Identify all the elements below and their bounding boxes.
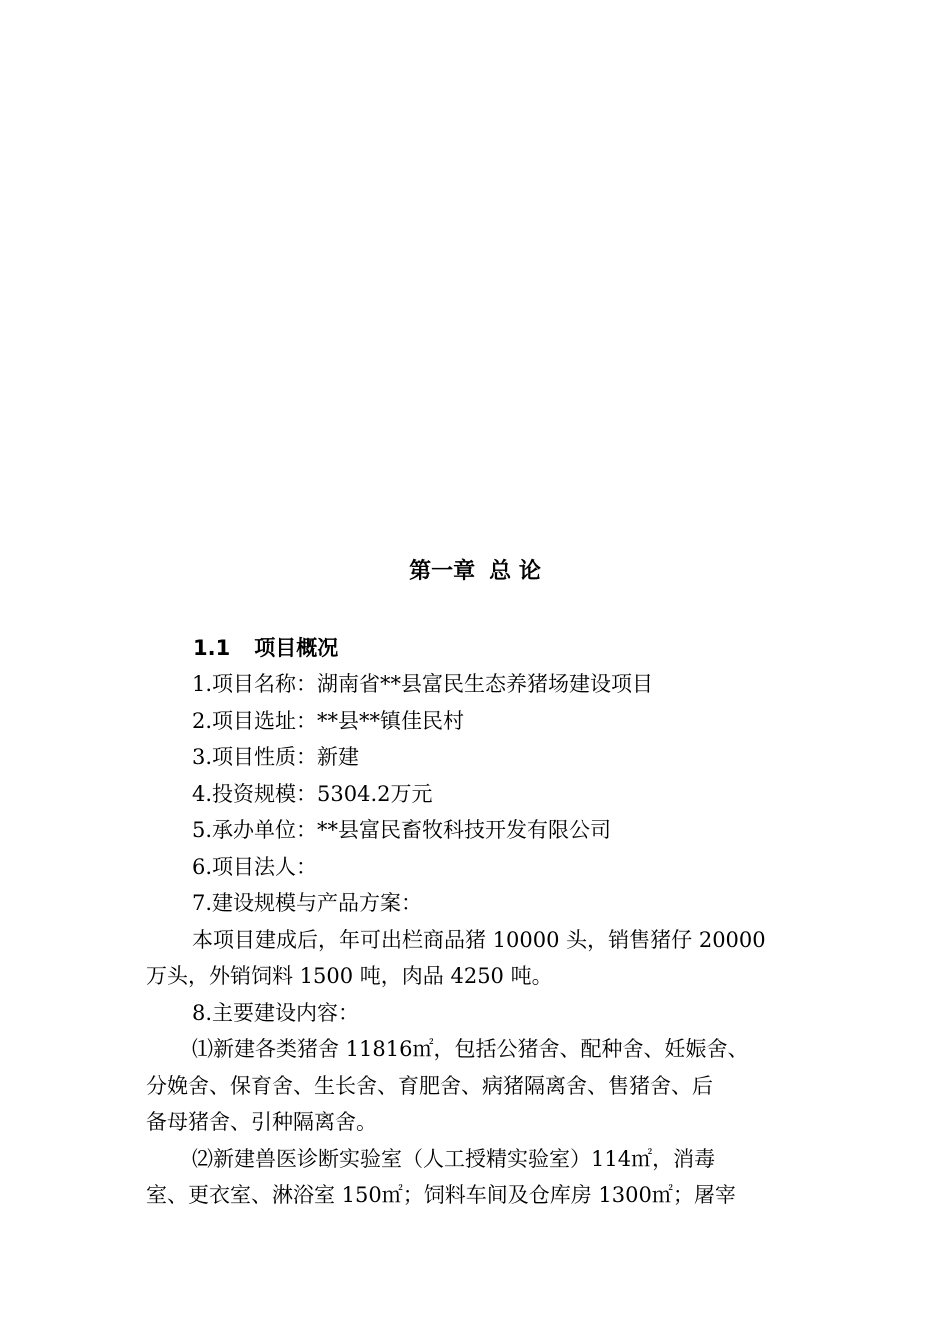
item-scale-and-products: 7.建设规模与产品方案： bbox=[192, 891, 423, 915]
chapter-label: 第一章 bbox=[409, 559, 476, 584]
paragraph-line: 备母猪舍、引种隔离舍。 bbox=[146, 1110, 377, 1134]
item-legal-person: 6.项目法人： bbox=[192, 854, 318, 879]
item-host-unit: 5.承办单位：**县富民畜牧科技开发有限公司 bbox=[192, 818, 612, 842]
section-heading bbox=[193, 632, 338, 664]
paragraph-line: ⑵新建兽医诊断实验室（人工授精实验室）114㎡，消毒 bbox=[192, 1146, 716, 1171]
section-number: 1.1 bbox=[193, 636, 231, 660]
item-project-nature: 3.项目性质：新建 bbox=[192, 745, 360, 769]
chapter-title: 总 论 bbox=[489, 559, 541, 584]
item-project-name: 1.项目名称：湖南省**县富民生态养猪场建设项目 bbox=[192, 672, 654, 696]
body-text bbox=[146, 666, 846, 1214]
chapter-heading bbox=[0, 556, 950, 588]
paragraph-line: 室、更衣室、淋浴室 150㎡；饲料车间及仓库房 1300㎡；屠宰 bbox=[146, 1183, 736, 1207]
item-investment-scale: 4.投资规模：5304.2万元 bbox=[192, 781, 433, 806]
paragraph-line: 分娩舍、保育舍、生长舍、育肥舍、病猪隔离舍、售猪舍、后 bbox=[146, 1073, 713, 1098]
paragraph-line: ⑴新建各类猪舍 11816㎡，包括公猪舍、配种舍、妊娠舍、 bbox=[192, 1037, 749, 1061]
paragraph-line: 本项目建成后，年可出栏商品猪 10000 头，销售猪仔 20000 bbox=[192, 927, 766, 952]
paragraph-line: 万头，外销饲料 1500 吨，肉品 4250 吨。 bbox=[146, 964, 553, 988]
section-title: 项目概况 bbox=[254, 636, 339, 660]
item-project-location: 2.项目选址：**县**镇佳民村 bbox=[192, 708, 465, 733]
item-main-construction: 8.主要建设内容： bbox=[192, 1000, 360, 1025]
